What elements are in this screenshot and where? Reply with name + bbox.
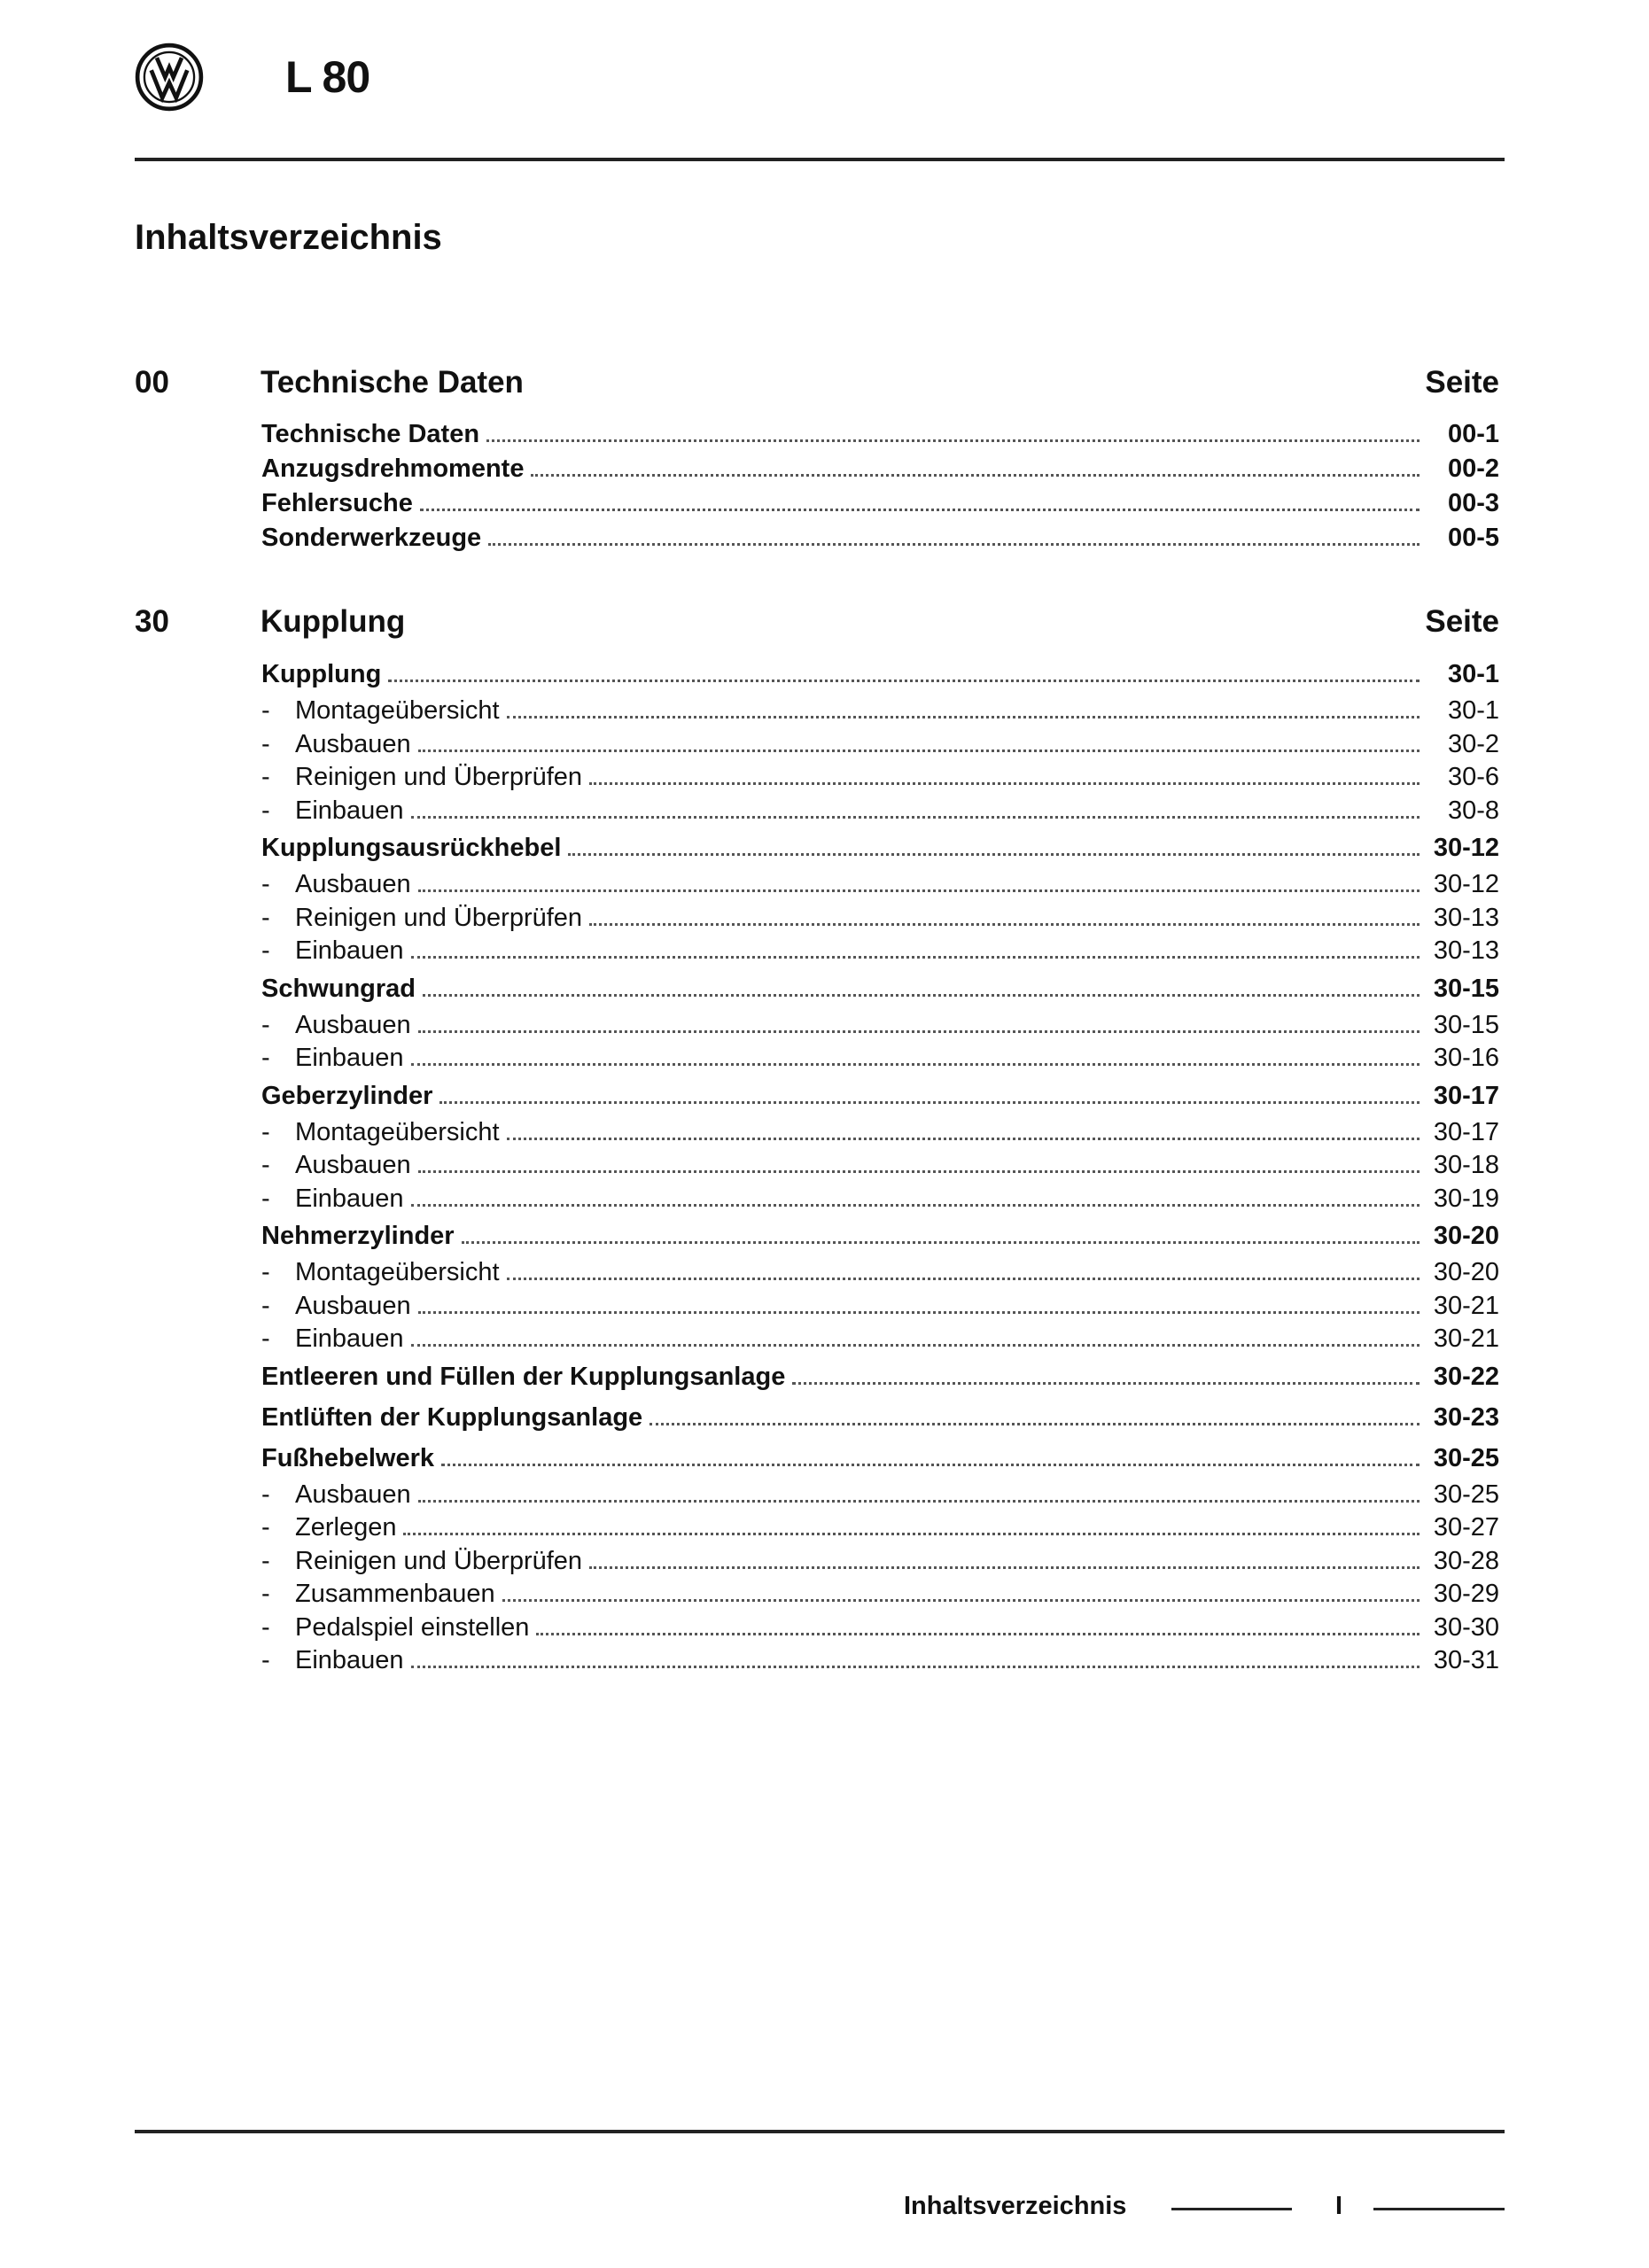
- toc-entry-page: 00-1: [1447, 420, 1499, 448]
- dot-leader: [418, 889, 1420, 892]
- toc-entry-label: Entleeren und Füllen der Kupplungsanlage: [261, 1362, 786, 1391]
- toc-entry-label: Einbauen: [295, 1044, 404, 1072]
- dot-leader: [792, 1382, 1420, 1385]
- toc-entry: [261, 417, 1499, 452]
- dot-leader: [589, 923, 1420, 926]
- section-number: 30: [135, 604, 169, 639]
- dot-leader: [568, 853, 1420, 856]
- toc-entry-label: Ausbauen: [295, 1291, 411, 1320]
- page-column-header: Seite: [1425, 365, 1499, 400]
- toc-entry-label: Einbauen: [295, 1184, 404, 1213]
- toc-entry: [261, 1356, 1499, 1397]
- toc-entry-label: Kupplungsausrückhebel: [261, 834, 562, 862]
- toc-entry-label: Zusammenbauen: [295, 1580, 495, 1608]
- toc-entry-label: Anzugsdrehmomente: [261, 454, 525, 483]
- bullet-dash: -: [261, 1117, 270, 1146]
- bullet-dash: -: [261, 1291, 270, 1320]
- bullet-dash: -: [261, 1513, 270, 1542]
- bullet-dash: -: [261, 1184, 270, 1213]
- toc-entry-label: Reinigen und Überprüfen: [295, 763, 583, 791]
- toc-entry-page: 30-1: [1447, 660, 1499, 688]
- bullet-dash: -: [261, 1044, 270, 1072]
- toc-subentry: [261, 1290, 1499, 1324]
- toc-subentry: [261, 1116, 1499, 1150]
- dot-leader: [411, 956, 1420, 959]
- toc-entry-page: 30-15: [1433, 974, 1499, 1003]
- section-header-00: [135, 365, 1499, 409]
- toc-entry-page: 30-20: [1433, 1258, 1499, 1286]
- toc-entry-label: Kupplung: [261, 660, 382, 688]
- dot-leader: [507, 1138, 1420, 1140]
- dot-leader: [531, 474, 1420, 477]
- toc-entry-page: 30-25: [1433, 1480, 1499, 1509]
- dot-leader: [502, 1599, 1420, 1602]
- toc-entry-page: 30-8: [1447, 796, 1499, 825]
- toc-entry: [261, 1216, 1499, 1256]
- section-number: 00: [135, 365, 169, 400]
- toc-entry-page: 30-29: [1433, 1580, 1499, 1608]
- toc-entry-label: Ausbauen: [295, 729, 411, 758]
- toc-entry-page: 30-12: [1433, 870, 1499, 898]
- toc-subentry: [261, 1545, 1499, 1579]
- toc-entry: [261, 486, 1499, 521]
- toc-entry-page: 30-20: [1433, 1222, 1499, 1250]
- toc-entry-page: 30-23: [1433, 1402, 1499, 1432]
- dot-leader: [486, 439, 1420, 442]
- toc-entry-label: Ausbauen: [295, 1010, 411, 1039]
- bullet-dash: -: [261, 870, 270, 898]
- bullet-dash: -: [261, 763, 270, 791]
- toc-entry-label: Einbauen: [295, 796, 404, 825]
- bullet-dash: -: [261, 1612, 270, 1642]
- toc-subentry: [261, 1183, 1499, 1216]
- toc-entry-page: 30-6: [1447, 763, 1499, 791]
- toc-list-technische-daten: [261, 417, 1499, 555]
- toc-subentry: [261, 1479, 1499, 1512]
- toc-entry-page: 30-21: [1433, 1324, 1499, 1353]
- toc-entry: [261, 452, 1499, 486]
- toc-entry-page: 30-31: [1433, 1646, 1499, 1674]
- toc-entry-page: 30-28: [1433, 1546, 1499, 1575]
- toc-subentry: [261, 1256, 1499, 1290]
- bullet-dash: -: [261, 1258, 270, 1286]
- toc-subentry: [261, 902, 1499, 936]
- toc-entry-label: Schwungrad: [261, 974, 416, 1003]
- dot-leader: [488, 543, 1420, 546]
- section-title: Kupplung: [261, 604, 406, 639]
- dot-leader: [411, 1063, 1420, 1066]
- dot-leader: [411, 816, 1420, 819]
- toc-entry-page: 00-2: [1447, 454, 1499, 483]
- toc-entry-page: 30-17: [1433, 1117, 1499, 1146]
- dot-leader: [462, 1241, 1420, 1244]
- toc-subentry: [261, 1323, 1499, 1356]
- dot-leader: [420, 509, 1420, 511]
- toc-entry-page: 30-25: [1433, 1443, 1499, 1472]
- page-column-header: Seite: [1425, 604, 1499, 639]
- bullet-dash: -: [261, 1480, 270, 1509]
- dot-leader: [403, 1533, 1420, 1535]
- toc-entry-page: 30-16: [1433, 1044, 1499, 1072]
- dot-leader: [388, 680, 1420, 682]
- toc-entry: [261, 1438, 1499, 1479]
- toc-subentry: [261, 1644, 1499, 1678]
- toc-entry: [261, 1076, 1499, 1116]
- toc-subentry: [261, 761, 1499, 795]
- toc-entry-page: 30-13: [1433, 936, 1499, 965]
- toc-entry-label: Nehmerzylinder: [261, 1222, 455, 1250]
- bullet-dash: -: [261, 1646, 270, 1674]
- toc-entry-label: Zerlegen: [295, 1513, 397, 1542]
- dot-leader: [439, 1101, 1420, 1104]
- toc-subentry: [261, 795, 1499, 828]
- toc-entry-page: 30-18: [1433, 1151, 1499, 1179]
- toc-subentry: [261, 1511, 1499, 1545]
- toc-entry-label: Einbauen: [295, 936, 404, 965]
- dot-leader: [589, 1566, 1420, 1569]
- toc-entry: [261, 827, 1499, 868]
- toc-entry-label: Fehlersuche: [261, 489, 413, 517]
- toc-entry-label: Pedalspiel einstellen: [295, 1612, 530, 1642]
- dot-leader: [418, 750, 1420, 752]
- bullet-dash: -: [261, 696, 270, 725]
- footer-line-right: [1373, 2208, 1505, 2210]
- toc-entry-page: 30-12: [1433, 834, 1499, 862]
- page-number: I: [1335, 2192, 1343, 2220]
- bullet-dash: -: [261, 1151, 270, 1179]
- footer-divider: [135, 2130, 1505, 2133]
- toc-entry-page: 30-21: [1433, 1291, 1499, 1320]
- bullet-dash: -: [261, 936, 270, 965]
- vw-logo-icon: [135, 43, 204, 112]
- toc-entry-label: Fußhebelwerk: [261, 1443, 434, 1472]
- model-title: L 80: [285, 52, 370, 102]
- toc-subentry: [261, 1042, 1499, 1076]
- toc-entry: [261, 968, 1499, 1009]
- dot-leader: [507, 1278, 1420, 1280]
- toc-subentry: [261, 1578, 1499, 1612]
- toc-entry-label: Reinigen und Überprüfen: [295, 1546, 583, 1575]
- toc-entry-label: Entlüften der Kupplungsanlage: [261, 1402, 643, 1432]
- toc-entry-page: 30-2: [1447, 729, 1499, 758]
- bullet-dash: -: [261, 1546, 270, 1575]
- dot-leader: [649, 1423, 1420, 1425]
- toc-subentry: [261, 868, 1499, 902]
- toc-entry-page: 00-5: [1447, 524, 1499, 552]
- bullet-dash: -: [261, 796, 270, 825]
- dot-leader: [411, 1344, 1420, 1347]
- toc-entry: [261, 654, 1499, 695]
- bullet-dash: -: [261, 729, 270, 758]
- dot-leader: [536, 1633, 1420, 1635]
- toc-entry-page: 30-17: [1433, 1081, 1499, 1110]
- footer-line-left: [1171, 2208, 1292, 2210]
- toc-entry: [261, 1397, 1499, 1438]
- toc-subentry: [261, 728, 1499, 762]
- toc-entry-label: Technische Daten: [261, 420, 480, 448]
- dot-leader: [411, 1666, 1420, 1668]
- page-title: Inhaltsverzeichnis: [135, 218, 442, 257]
- toc-subentry: [261, 1612, 1499, 1645]
- bullet-dash: -: [261, 1580, 270, 1608]
- dot-leader: [441, 1464, 1420, 1466]
- dot-leader: [423, 994, 1420, 997]
- toc-subentry: [261, 1009, 1499, 1043]
- toc-subentry: [261, 695, 1499, 728]
- toc-entry-page: 30-13: [1433, 903, 1499, 932]
- dot-leader: [418, 1170, 1420, 1173]
- header-divider: [135, 158, 1505, 161]
- bullet-dash: -: [261, 1324, 270, 1353]
- dot-leader: [418, 1030, 1420, 1033]
- toc-list-kupplung: [261, 654, 1499, 1678]
- section-header-30: [135, 604, 1499, 649]
- bullet-dash: -: [261, 903, 270, 932]
- toc-entry-label: Ausbauen: [295, 1480, 411, 1509]
- toc-entry-page: 00-3: [1447, 489, 1499, 517]
- dot-leader: [507, 716, 1420, 718]
- toc-entry-page: 30-19: [1433, 1184, 1499, 1213]
- toc-entry-label: Einbauen: [295, 1324, 404, 1353]
- toc-entry-label: Montageübersicht: [295, 1258, 500, 1286]
- dot-leader: [411, 1204, 1420, 1207]
- section-title: Technische Daten: [261, 365, 524, 400]
- bullet-dash: -: [261, 1010, 270, 1039]
- footer-label: Inhaltsverzeichnis: [904, 2192, 1127, 2220]
- toc-entry: [261, 521, 1499, 555]
- toc-subentry: [261, 935, 1499, 968]
- toc-entry-label: Ausbauen: [295, 1151, 411, 1179]
- toc-entry-label: Sonderwerkzeuge: [261, 524, 482, 552]
- dot-leader: [418, 1311, 1420, 1314]
- toc-entry-page: 30-27: [1433, 1513, 1499, 1542]
- dot-leader: [418, 1500, 1420, 1503]
- toc-entry-label: Geberzylinder: [261, 1081, 433, 1110]
- toc-entry-page: 30-30: [1433, 1612, 1499, 1642]
- toc-entry-label: Einbauen: [295, 1646, 404, 1674]
- toc-entry-page: 30-1: [1447, 696, 1499, 725]
- toc-entry-label: Montageübersicht: [295, 1117, 500, 1146]
- toc-entry-label: Ausbauen: [295, 870, 411, 898]
- toc-subentry: [261, 1149, 1499, 1183]
- toc-entry-label: Montageübersicht: [295, 696, 500, 725]
- toc-entry-page: 30-15: [1433, 1010, 1499, 1039]
- toc-entry-label: Reinigen und Überprüfen: [295, 903, 583, 932]
- toc-entry-page: 30-22: [1433, 1362, 1499, 1391]
- dot-leader: [589, 782, 1420, 785]
